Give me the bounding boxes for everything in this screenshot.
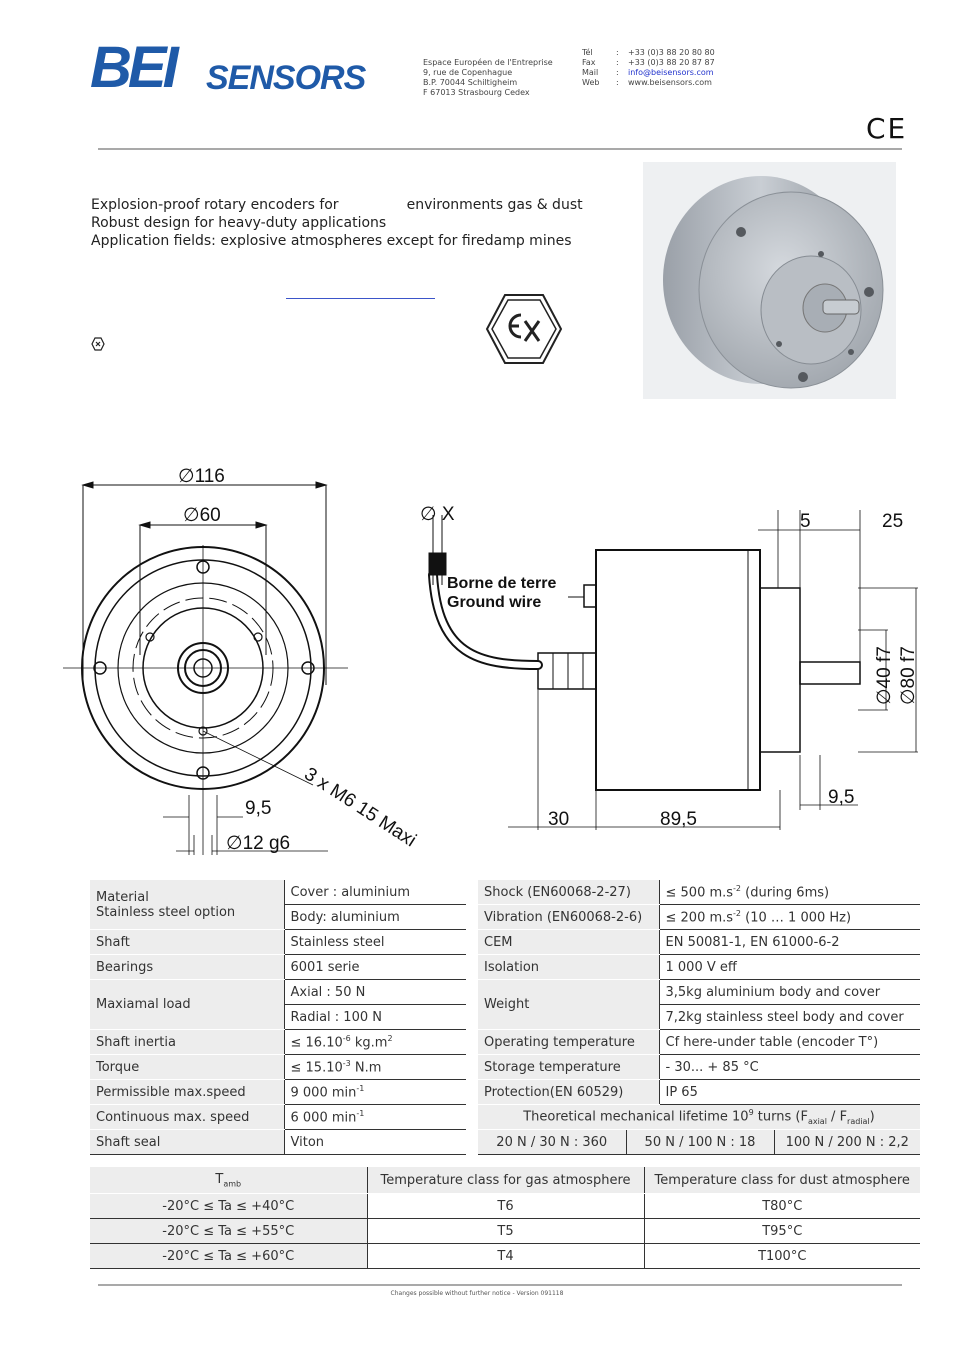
logo-bei: BEI (90, 35, 175, 100)
footer-divider (98, 1284, 902, 1286)
col-gas: Temperature class for gas atmosphere (367, 1167, 644, 1194)
small-ex-icon (91, 337, 105, 351)
shaft-label: Shaft (90, 930, 284, 955)
dim-9-5-side: 9,5 (828, 787, 855, 808)
isolation-label: Isolation (478, 955, 659, 980)
dim-d40: ∅40 f7 (874, 646, 895, 705)
vibration-value: ≤ 200 $m.s^{-2}$ (10 … 1 000 Hz) (659, 905, 920, 930)
load-label: Maxiamal load (90, 980, 284, 1030)
logo-sensors: SENSORS (206, 59, 366, 97)
table-row: -20°C ≤ Ta ≤ +60°C T4 T100°C (90, 1244, 920, 1269)
intro-line-2: Robust design for heavy-duty applications (91, 215, 387, 231)
cem-label: CEM (478, 930, 659, 955)
protection-label: Protection(EN 60529) (478, 1080, 659, 1105)
cont-speed-label: Continuous max. speed (90, 1105, 284, 1130)
protection-value: IP 65 (659, 1080, 920, 1105)
bearings-label: Bearings (90, 955, 284, 980)
company-address: Espace Européen de l'Entreprise 9, rue de Copenhague B.P. 70044 Schiltigheim F 67013 Strasbourg Cedex (423, 58, 553, 97)
dim-d12: ∅12 g6 (226, 833, 291, 854)
seal-value: Viton (284, 1130, 466, 1155)
dim-dx: ∅ X (420, 504, 455, 525)
footer-note: Changes possible without further notice - Version 091118 (390, 1290, 564, 1297)
ground-wire-fr: Borne de terre (447, 575, 557, 592)
dim-9-5-front: 9,5 (245, 798, 272, 819)
intro-line-3: Application fields: explosive atmospheres except for firedamp mines (91, 233, 572, 249)
ground-wire-en: Ground wire (447, 594, 542, 611)
dim-d80: ∅80 f7 (898, 646, 919, 705)
contact-block: Tél : +33 (0)3 88 20 80 80 Fax : +33 (0)3 88 20 87 87 Mail : info@beisensors.com Web : www.beisensors.com (582, 48, 715, 87)
cont-speed-value: 6 000 $\min^{-1}$ (284, 1105, 466, 1130)
col-tamb: $T_{amb}$ (90, 1167, 367, 1194)
table-row: -20°C ≤ Ta ≤ +55°C T5 T95°C (90, 1219, 920, 1244)
m6-label: 3 x M6 15 Maxi (300, 763, 420, 852)
spec-table-left (90, 880, 466, 1155)
radial-value: Radial : 100 N (284, 1005, 466, 1030)
technical-drawing (58, 455, 928, 865)
encoder-photo (643, 162, 896, 399)
cem-value: EN 50081-1, EN 61000-6-2 (659, 930, 920, 955)
temperature-table (90, 1167, 920, 1269)
op-temp-value: Cf here-under table (encoder T°) (659, 1030, 920, 1055)
bearings-value: 6001 serie (284, 955, 466, 980)
lifetime-3: 100 N / 200 N : 2,2 (774, 1130, 920, 1155)
web-link[interactable]: www.beisensors.com (628, 78, 712, 87)
st-temp-value: - 30... + 85 °C (659, 1055, 920, 1080)
body-value: Body: aluminium (284, 905, 466, 930)
cover-value: Cover : aluminium (284, 880, 466, 905)
weight-ss-value: 7,2kg stainless steel body and cover (659, 1005, 920, 1030)
dim-30: 30 (548, 809, 570, 830)
inertia-value: ≤ $16.10^{-6}$ $kg.m^2$ (284, 1030, 466, 1055)
table-row: -20°C ≤ Ta ≤ +40°C T6 T80°C (90, 1194, 920, 1219)
st-temp-label: Storage temperature (478, 1055, 659, 1080)
col-dust: Temperature class for dust atmosphere (644, 1167, 920, 1194)
torque-value: ≤ $15.10^{-3}$ N.m (284, 1055, 466, 1080)
dim-d116: ∅116 (178, 466, 225, 487)
shock-label: Shock (EN60068-2-27) (478, 880, 659, 905)
shock-value: ≤ 500 $m.s^{-2}$ (during 6ms) (659, 880, 920, 905)
perm-speed-label: Permissible max.speed (90, 1080, 284, 1105)
header-divider (98, 148, 902, 150)
side-view (429, 510, 918, 830)
weight-label: Weight (478, 980, 659, 1030)
vibration-label: Vibration (EN60068-2-6) (478, 905, 659, 930)
lifetime-2: 50 N / 100 N : 18 (626, 1130, 774, 1155)
dim-d60: ∅60 (183, 505, 221, 526)
inertia-label: Shaft inertia (90, 1030, 284, 1055)
axial-value: Axial : 50 N (284, 980, 466, 1005)
weight-al-value: 3,5kg aluminium body and cover (659, 980, 920, 1005)
torque-label: Torque (90, 1055, 284, 1080)
lifetime-header: Theoretical mechanical lifetime $10^9$ turns $(F_{axial} / F_{radial})$ (478, 1105, 920, 1130)
email-link[interactable]: info@beisensors.com (628, 68, 714, 77)
seal-label: Shaft seal (90, 1130, 284, 1155)
dim-25: 25 (882, 511, 904, 532)
spec-table-right (478, 880, 920, 1155)
dim-5: 5 (800, 511, 811, 532)
lifetime-1: 20 N / 30 N : 360 (478, 1130, 626, 1155)
shaft-value: Stainless steel (284, 930, 466, 955)
atex-ex-icon (485, 293, 563, 365)
op-temp-label: Operating temperature (478, 1030, 659, 1055)
link-underline[interactable] (286, 298, 435, 299)
intro-line-1: Explosion-proof rotary encoders for environments gas & dust (91, 197, 583, 213)
material-label: Material Stainless steel option (90, 880, 284, 930)
isolation-value: 1 000 V eff (659, 955, 920, 980)
front-view (63, 482, 348, 855)
dim-89-5: 89,5 (660, 809, 697, 830)
perm-speed-value: 9 000 $\min^{-1}$ (284, 1080, 466, 1105)
ce-mark: CE (866, 112, 908, 145)
